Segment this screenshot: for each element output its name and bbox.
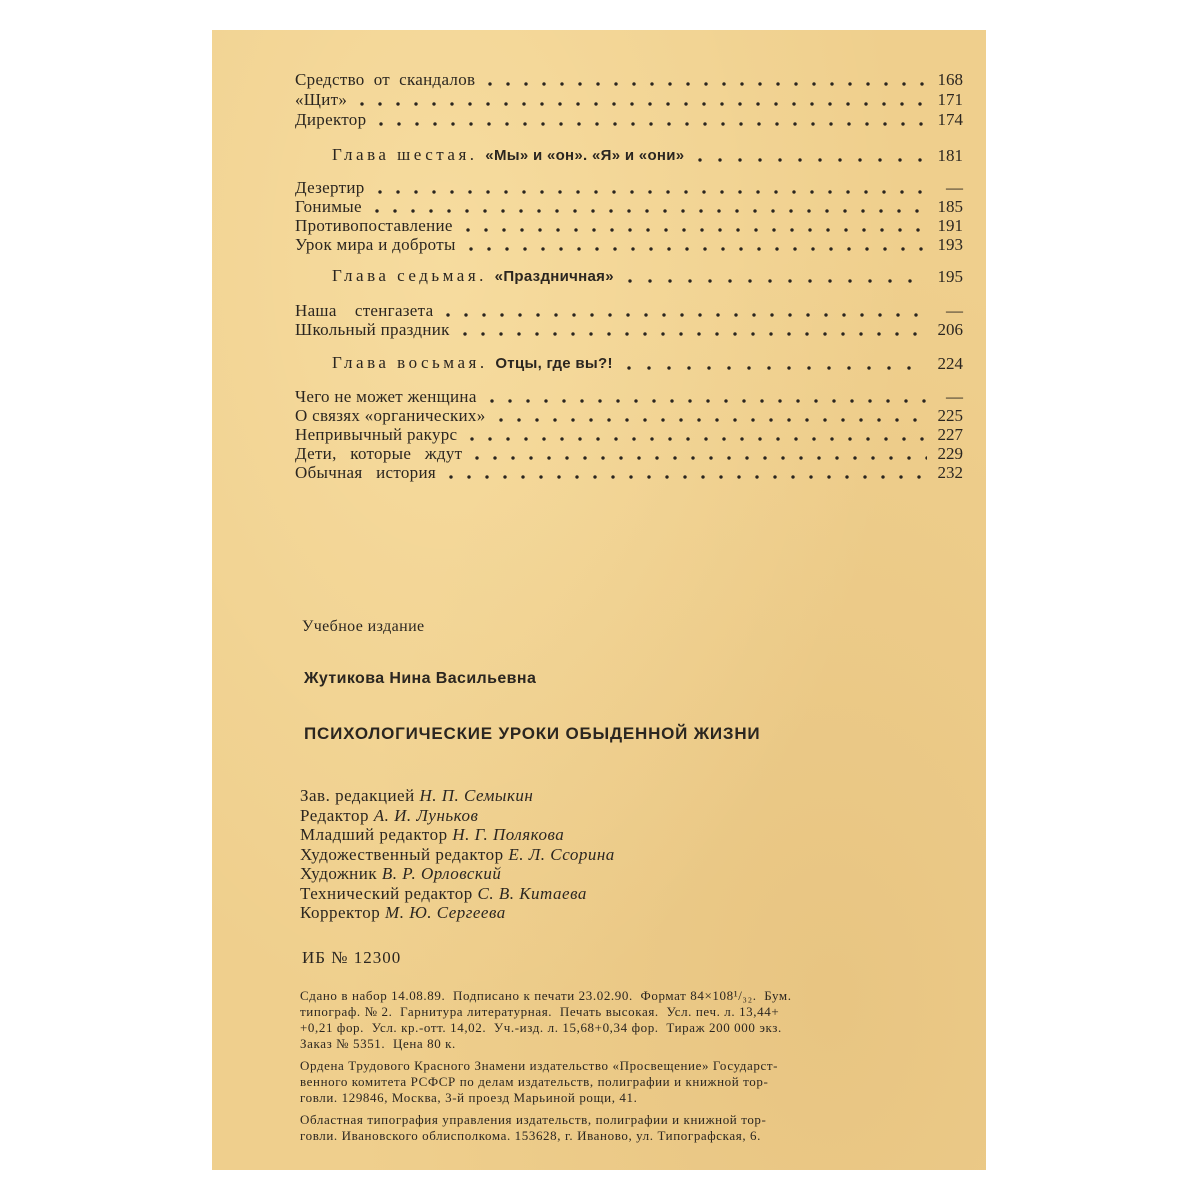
toc-entry-page: 181 <box>937 146 963 165</box>
toc-entry-page: 229 <box>937 444 963 463</box>
toc-entry-page: 227 <box>937 425 963 444</box>
toc-entry-page: 195 <box>937 267 963 286</box>
printer-info <box>300 1112 980 1144</box>
toc-entry-page: 174 <box>937 110 963 129</box>
staff-row <box>300 806 615 826</box>
toc-entry <box>295 178 963 198</box>
staff-row <box>300 864 615 884</box>
toc-entry-title: Противопоставление <box>295 216 453 235</box>
toc-chapter-heading <box>332 146 963 166</box>
toc-entry-title: Дети, которые ждут <box>295 444 463 463</box>
author-name: Жутикова Нина Васильевна <box>304 670 537 687</box>
publisher-info <box>300 1058 980 1106</box>
editorial-staff <box>300 786 615 923</box>
toc-entry-title: Средство от скандалов <box>295 70 476 89</box>
toc-leader-dots <box>371 190 927 194</box>
publisher-line: венного комитета РСФСР по делам издательств, полиграфии и книжной тор- <box>300 1074 769 1089</box>
printer-line: говли. Ивановского облисполкома. 153628, г. Иваново, ул. Типографская, 6. <box>300 1128 761 1143</box>
toc-leader-dots <box>463 437 927 441</box>
edition-type: Учебное издание <box>302 618 425 635</box>
print-details <box>300 988 980 1052</box>
publisher-line: говли. 129846, Москва, 3-й проезд Марьиной рощи, 41. <box>300 1090 638 1105</box>
toc-entry <box>295 463 963 483</box>
toc-entry-page: — <box>946 301 963 320</box>
toc-entry <box>295 387 963 407</box>
toc-leader-dots <box>368 209 927 213</box>
toc-leader-dots <box>372 122 927 126</box>
toc-entry-page: 185 <box>937 197 963 216</box>
toc-leader-dots <box>492 418 927 422</box>
staff-name: Н. Г. Полякова <box>452 825 565 844</box>
printer-line: Областная типография управления издательств, полиграфии и книжной тор- <box>300 1112 767 1127</box>
toc-entry-page: 225 <box>937 406 963 425</box>
toc-entry-title: Урок мира и доброты <box>295 235 456 254</box>
toc-entry <box>295 406 963 426</box>
toc-chapter-heading <box>332 267 963 287</box>
staff-name: А. И. Луньков <box>373 805 479 825</box>
toc-entry <box>295 320 963 340</box>
toc-entry-title: Наша стенгазета <box>295 301 434 320</box>
chapter-title: Отцы, где вы?! <box>495 355 613 372</box>
toc-entry <box>295 235 963 255</box>
staff-role: Художественный редактор <box>300 844 509 864</box>
book-page <box>212 30 986 1170</box>
print-details-line: типограф. № 2. Гарнитура литературная. Печать высокая. Усл. печ. л. 13,44+ <box>300 1004 780 1019</box>
toc-entry-title: О связях «органических» <box>295 406 486 425</box>
staff-name: С. В. Китаева <box>477 883 587 903</box>
staff-name: В. Р. Орловский <box>381 864 502 883</box>
staff-row <box>300 845 615 865</box>
staff-name: М. Ю. Сергеева <box>385 903 506 922</box>
toc-entry-page: 224 <box>937 354 963 373</box>
chapter-number: Глава седьмая. <box>332 266 495 285</box>
toc-entry <box>295 216 963 236</box>
print-details-line: Сдано в набор 14.08.89. Подписано к печати 23.02.90. Формат 84×108¹/₃₂. Бум. <box>300 988 792 1003</box>
toc-leader-dots <box>353 102 927 106</box>
toc-entry <box>295 301 963 321</box>
toc-entry-page: — <box>946 387 963 406</box>
toc-entry-page: 171 <box>937 90 963 109</box>
staff-role: Младший редактор <box>300 825 453 844</box>
toc-entry-page: 191 <box>937 216 963 235</box>
chapter-number: Глава восьмая. <box>332 353 496 372</box>
toc-entry-title: Непривычный ракурс <box>295 425 458 444</box>
toc-entry-title: Директор <box>295 110 367 129</box>
chapter-title: «Праздничная» <box>494 268 614 285</box>
toc-entry <box>295 110 963 130</box>
toc-leader-dots <box>483 399 927 403</box>
toc-leader-dots <box>690 158 927 162</box>
toc-entry <box>295 70 963 90</box>
toc-entry-title: Обычная история <box>295 463 436 482</box>
toc-leader-dots <box>439 313 927 317</box>
staff-row <box>300 884 615 904</box>
toc-entry <box>295 90 963 110</box>
toc-entry-title: Чего не может женщина <box>295 387 477 406</box>
toc-entry-page: 232 <box>937 463 963 482</box>
staff-role: Зав. редакцией <box>300 786 420 805</box>
staff-row <box>300 825 615 845</box>
staff-role: Технический редактор <box>300 883 478 903</box>
staff-name: Е. Л. Ссорина <box>508 844 615 864</box>
toc-entry-page: 206 <box>937 320 963 339</box>
toc-entry <box>295 444 963 464</box>
toc-entry-title: «Щит» <box>295 90 348 109</box>
book-title: ПСИХОЛОГИЧЕСКИЕ УРОКИ ОБЫДЕННОЙ ЖИЗНИ <box>304 724 761 743</box>
ib-number: ИБ № 12300 <box>302 948 402 967</box>
toc-leader-dots <box>620 279 927 283</box>
chapter-title: «Мы» и «он». «Я» и «они» <box>485 147 685 164</box>
publisher-line: Ордена Трудового Красного Знамени издательство «Просвещение» Государст- <box>300 1058 779 1073</box>
toc-entry-page: 193 <box>937 235 963 254</box>
toc-entry <box>295 197 963 217</box>
print-details-line: +0,21 фор. Усл. кр.-отт. 14,02. Уч.-изд. л. 15,68+0,34 фор. Тираж 200 000 экз. <box>300 1020 782 1035</box>
toc-leader-dots <box>468 456 927 460</box>
toc-entry <box>295 425 963 445</box>
toc-leader-dots <box>459 228 927 232</box>
chapter-number: Глава шестая. <box>332 145 486 164</box>
toc-entry-page: 168 <box>937 70 963 89</box>
toc-entry-page: — <box>946 178 963 197</box>
staff-name: Н. П. Семыкин <box>419 786 534 805</box>
staff-role: Редактор <box>300 805 374 825</box>
toc-leader-dots <box>481 82 927 86</box>
toc-leader-dots <box>619 366 927 370</box>
toc-entry-title: Гонимые <box>295 197 362 216</box>
staff-role: Корректор <box>300 903 386 922</box>
staff-row <box>300 903 615 923</box>
toc-chapter-heading <box>332 354 963 374</box>
toc-leader-dots <box>462 247 927 251</box>
toc-leader-dots <box>442 475 927 479</box>
toc-entry-title: Дезертир <box>295 178 365 197</box>
staff-row <box>300 786 615 806</box>
print-details-line: Заказ № 5351. Цена 80 к. <box>300 1036 456 1051</box>
toc-leader-dots <box>456 332 927 336</box>
staff-role: Художник <box>300 864 382 883</box>
toc-entry-title: Школьный праздник <box>295 320 450 339</box>
